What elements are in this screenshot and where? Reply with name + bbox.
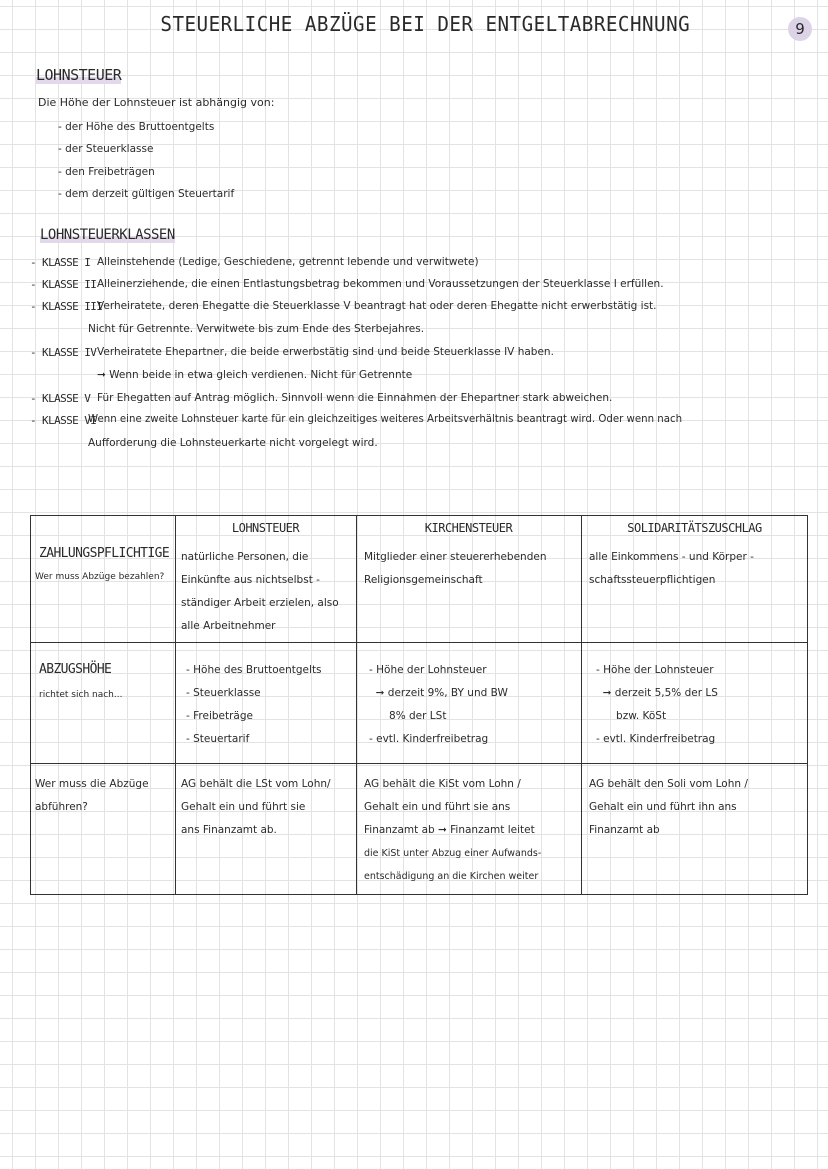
klasse-label: - KLASSE VI [30, 414, 97, 427]
section-heading-klassen: LOHNSTEUERKLASSEN [40, 227, 175, 243]
column-header-soli: SOLIDARITÄTSZUSCHLAG [627, 521, 762, 535]
lohnsteuer-intro: Die Höhe der Lohnsteuer ist abhängig von: [38, 96, 275, 109]
section-heading-lohnsteuer: LOHNSTEUER [36, 66, 122, 84]
table-divider [31, 763, 807, 764]
page-title: STEUERLICHE ABZÜGE BEI DER ENTGELTABRECHNUNG [160, 12, 691, 36]
row-header-abfuehren: Wer muss die Abzüge abführen? [35, 778, 149, 813]
klasse-text: Alleinerziehende, die einen Entlastungsbetrag bekommen und Voraussetzungen der Steuerklasse I erfüllen. [97, 278, 664, 290]
klasse-text: Aufforderung die Lohnsteuerkarte nicht vorgelegt wird. [88, 437, 378, 449]
table-cell: Mitglieder einer steuererhebenden Religionsgemeinschaft [364, 551, 547, 586]
klasse-text: Für Ehegatten auf Antrag möglich. Sinnvoll wenn die Einnahmen der Ehepartner stark abweichen. [97, 392, 613, 404]
table-cell: AG behält die LSt vom Lohn/ Gehalt ein und führt sie ans Finanzamt ab. [181, 778, 331, 836]
list-item: - der Höhe des Bruttoentgelts [58, 121, 215, 133]
table-divider [31, 642, 807, 643]
klasse-label: - KLASSE I [30, 256, 91, 269]
klasse-text: Alleinstehende (Ledige, Geschiedene, getrennt lebende und verwitwete) [97, 256, 479, 268]
klasse-label: - KLASSE V [30, 392, 91, 405]
row-header-abzugshoehe: ABZUGSHÖHE [39, 662, 112, 677]
table-cell: - Höhe der Lohnsteuer ➞ derzeit 5,5% der LS bzw. KöSt - evtl. Kinderfreibetrag [596, 664, 718, 745]
table-cell: AG behält den Soli vom Lohn / Gehalt ein und führt ihn ans Finanzamt ab [589, 778, 748, 836]
page-number-badge: 9 [788, 17, 812, 41]
table-cell: - Höhe des Bruttoentgelts - Steuerklasse - Freibeträge - Steuertarif [186, 664, 322, 745]
klasse-label: - KLASSE III [30, 300, 103, 313]
row-subheader: Wer muss Abzüge bezahlen? [35, 572, 165, 582]
klasse-text: ➞ Wenn beide in etwa gleich verdienen. Nicht für Getrennte [97, 369, 413, 381]
klasse-text: Wenn eine zweite Lohnsteuer karte für ein gleichzeitiges weiteres Arbeitsverhältnis beantragt wird. Oder wenn nach [88, 414, 683, 425]
table-cell: AG behält die KiSt vom Lohn / Gehalt ein und führt sie ans Finanzamt ab ➞ Finanzamt leitet die KiSt unter Abzug einer Aufwands- entschädigung an die Kirchen weiter [364, 778, 542, 882]
table-divider [175, 516, 176, 894]
klasse-label: - KLASSE II [30, 278, 97, 291]
column-header-lohnsteuer: LOHNSTEUER [231, 521, 300, 535]
table-divider [356, 516, 357, 894]
row-header-zahlungspflichtige: ZAHLUNGSPFLICHTIGE [39, 546, 170, 561]
list-item: - dem derzeit gültigen Steuertarif [58, 188, 235, 200]
table-divider [581, 516, 582, 894]
row-subheader: richtet sich nach... [39, 690, 123, 700]
klasse-label: - KLASSE IV [30, 346, 97, 359]
klasse-text: Nicht für Getrennte. Verwitwete bis zum Ende des Sterbejahres. [88, 323, 425, 335]
list-item: - den Freibeträgen [58, 166, 155, 178]
klasse-text: Verheiratete, deren Ehegatte die Steuerklasse V beantragt hat oder deren Ehegatte nicht erwerbstätig ist. [97, 300, 657, 312]
klasse-text: Verheiratete Ehepartner, die beide erwerbstätig sind und beide Steuerklasse IV haben. [97, 346, 554, 358]
abzuege-table [30, 515, 808, 895]
list-item: - der Steuerklasse [58, 143, 154, 155]
table-cell: natürliche Personen, die Einkünfte aus nichtselbst - ständiger Arbeit erzielen, also alle Arbeitnehmer [181, 551, 339, 632]
table-cell: - Höhe der Lohnsteuer ➞ derzeit 9%, BY und BW 8% der LSt - evtl. Kinderfreibetrag [369, 664, 508, 745]
column-header-kirchensteuer: KIRCHENSTEUER [424, 521, 513, 535]
table-cell: alle Einkommens - und Körper - schaftssteuerpflichtigen [589, 551, 754, 586]
